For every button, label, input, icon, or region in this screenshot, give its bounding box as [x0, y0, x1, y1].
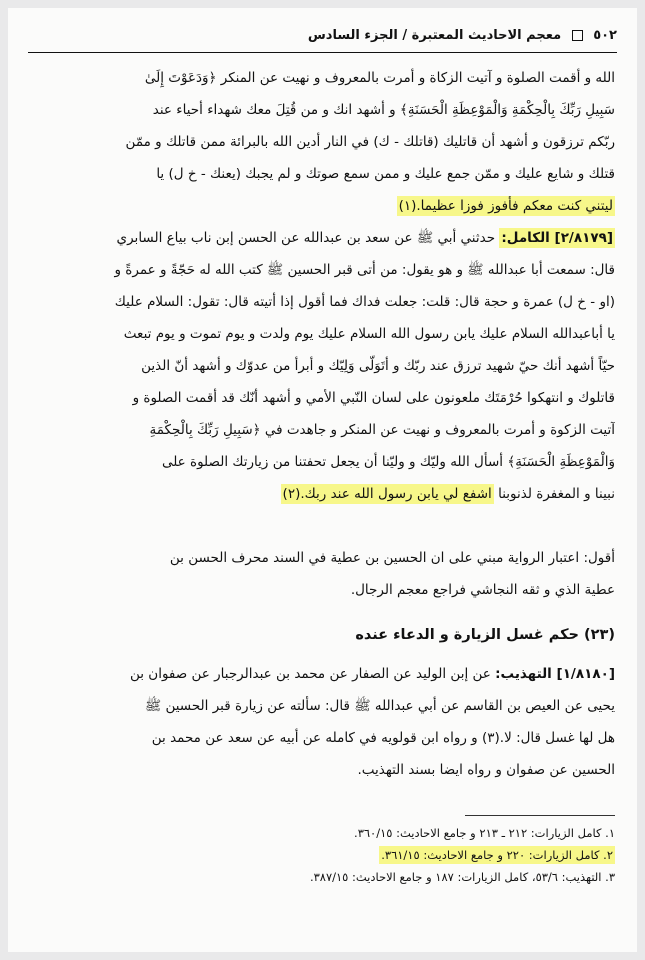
- highlight-mark: اشفع لي يابن رسول الله عند ربك.(٢): [282, 486, 492, 502]
- top-paragraph: [26, 62, 615, 222]
- highlight-mark: ليتني كنت معكم فأفوز فوزا عظيما.(١): [398, 198, 613, 214]
- text-line: قال: سمعت أبا عبدالله ﷺ و هو يقول: من أتى قبر الحسين ﷺ كتب الله له حَجّةً و عمرةً و: [114, 262, 615, 278]
- text-line: [26, 478, 615, 510]
- text-segment: نبينا و المغفرة لذنوبنا: [498, 486, 615, 502]
- hadith-number: [٢/٨١٧٩] الكامل:: [501, 230, 613, 246]
- text-line: هل لها غسل قال: لا.(٣) و رواه ابن قولويه في كامله عن أبيه عن سعد عن محمد بن: [151, 730, 615, 746]
- hadith-text: عن إبن الوليد عن الصفار عن محمد بن عبدالرجبار عن صفوان بن: [129, 666, 491, 682]
- text-line: يحيى عن العيص بن القاسم عن أبي عبدالله ﷺ قال: سألته عن زيارة قبر الحسين ﷺ: [144, 698, 615, 714]
- text-line: الحسين عن صفوان و رواه ايضا بسند التهذيب.: [357, 762, 615, 778]
- text-line: الله و أقمت الصلوة و آتيت الزكاة و أمرت بالمعروف و نهيت عن المنكر ﴿وَدَعَوْتَ إِلَىٰ: [144, 70, 615, 86]
- text-line: يا أباعبدالله السلام عليك يابن رسول الله السلام عليك يوم ولدت و يوم تموت و يوم تبعث: [123, 326, 615, 342]
- header-rule: [28, 52, 617, 53]
- book-title: معجم الاحاديث المعتبرة / الجزء السادس: [307, 28, 562, 43]
- footnote-2: ٢. كامل الزيارات: ٢٢٠ و جامع الاحاديث: ٣٦١/١٥.: [381, 848, 613, 862]
- square-bullet-icon: [572, 30, 583, 41]
- footnote-separator: [465, 815, 615, 816]
- book-page: [8, 8, 637, 952]
- footnote-3: ٣. التهذيب: ٥٣/٦، كامل الزيارات: ١٨٧ و جامع الاحاديث: ٣٨٧/١٥.: [309, 870, 615, 884]
- text-line: عطية الذي و ثقه النجاشي فراجع معجم الرجال.: [350, 582, 615, 598]
- text-line: ربّكم ترزقون و أشهد أن قاتليك (قاتلك - ك) في النار أدين الله بالبرائة ممن قاتلك و ممّن: [125, 134, 615, 150]
- section-title: (٢٣) حكم غسل الزيارة و الدعاء عنده: [355, 627, 615, 643]
- text-line: حيّاً أشهد أنك حيّ شهيد ترزق عند ربّك و أتَوَلّى وَلِيّك و أبرأ من عدوّك و أشهد أنّ الذين: [141, 358, 615, 374]
- hadith-number: [١/٨١٨٠] التهذيب:: [495, 666, 615, 682]
- page-header: [28, 28, 617, 43]
- text-line: وَالْمَوْعِظَةِ الْحَسَنَةِ﴾ أسأل الله وليّك و وليّنا أن يجعل تحفتنا من زيارتك الصلوة على: [161, 454, 615, 470]
- text-line: قتلك و شايع عليك و ممّن جمع عليك و ممن سمع صوتك و لم يجبك (يعنك - خ ل) يا: [156, 166, 615, 182]
- hadith-8179: [26, 222, 615, 510]
- text-line: سَبِيلِ رَبِّكَ بِالْحِكْمَةِ وَالْمَوْعِظَةِ الْحَسَنَةِ﴾ و أشهد انك و من قُتِلَ معك شهداء أحياء عند: [152, 102, 615, 118]
- hadith-8180: [26, 658, 615, 786]
- page-number: ٥٠٢: [593, 28, 617, 43]
- text-line: [26, 222, 615, 254]
- text-line: قاتلوك و انتهكوا حُرْمَتَك ملعونون على لسان النّبي الأمي و أشهد أنّك قد أقمت الصلوة و: [132, 390, 615, 406]
- text-line: آتيت الزكوة و أمرت بالمعروف و نهيت عن المنكر و جاهدت في ﴿سَبِيلِ رَبِّكَ بِالْحِكْمَةِ: [149, 422, 615, 438]
- hadith-text: حدثني أبي ﷺ عن سعد بن عبدالله عن الحسن إبن ناب بياع السابري: [116, 230, 496, 246]
- text-line: [26, 658, 615, 690]
- text-line: [26, 190, 615, 222]
- footnotes: [28, 822, 615, 888]
- footnote-1: ١. كامل الزيارات: ٢١٢ ـ ٢١٣ و جامع الاحاديث: ٣٦٠/١٥.: [354, 826, 615, 840]
- text-line: أقول: اعتبار الرواية مبني على ان الحسين بن عطية في السند محرف الحسن بن: [169, 550, 615, 566]
- comment-paragraph: [26, 542, 615, 606]
- text-line: (او - خ ل) عمرة و حجة قال: قلت: جعلت فداك فما أقول إذا أتيته قال: تقول: السلام عليك: [114, 294, 615, 310]
